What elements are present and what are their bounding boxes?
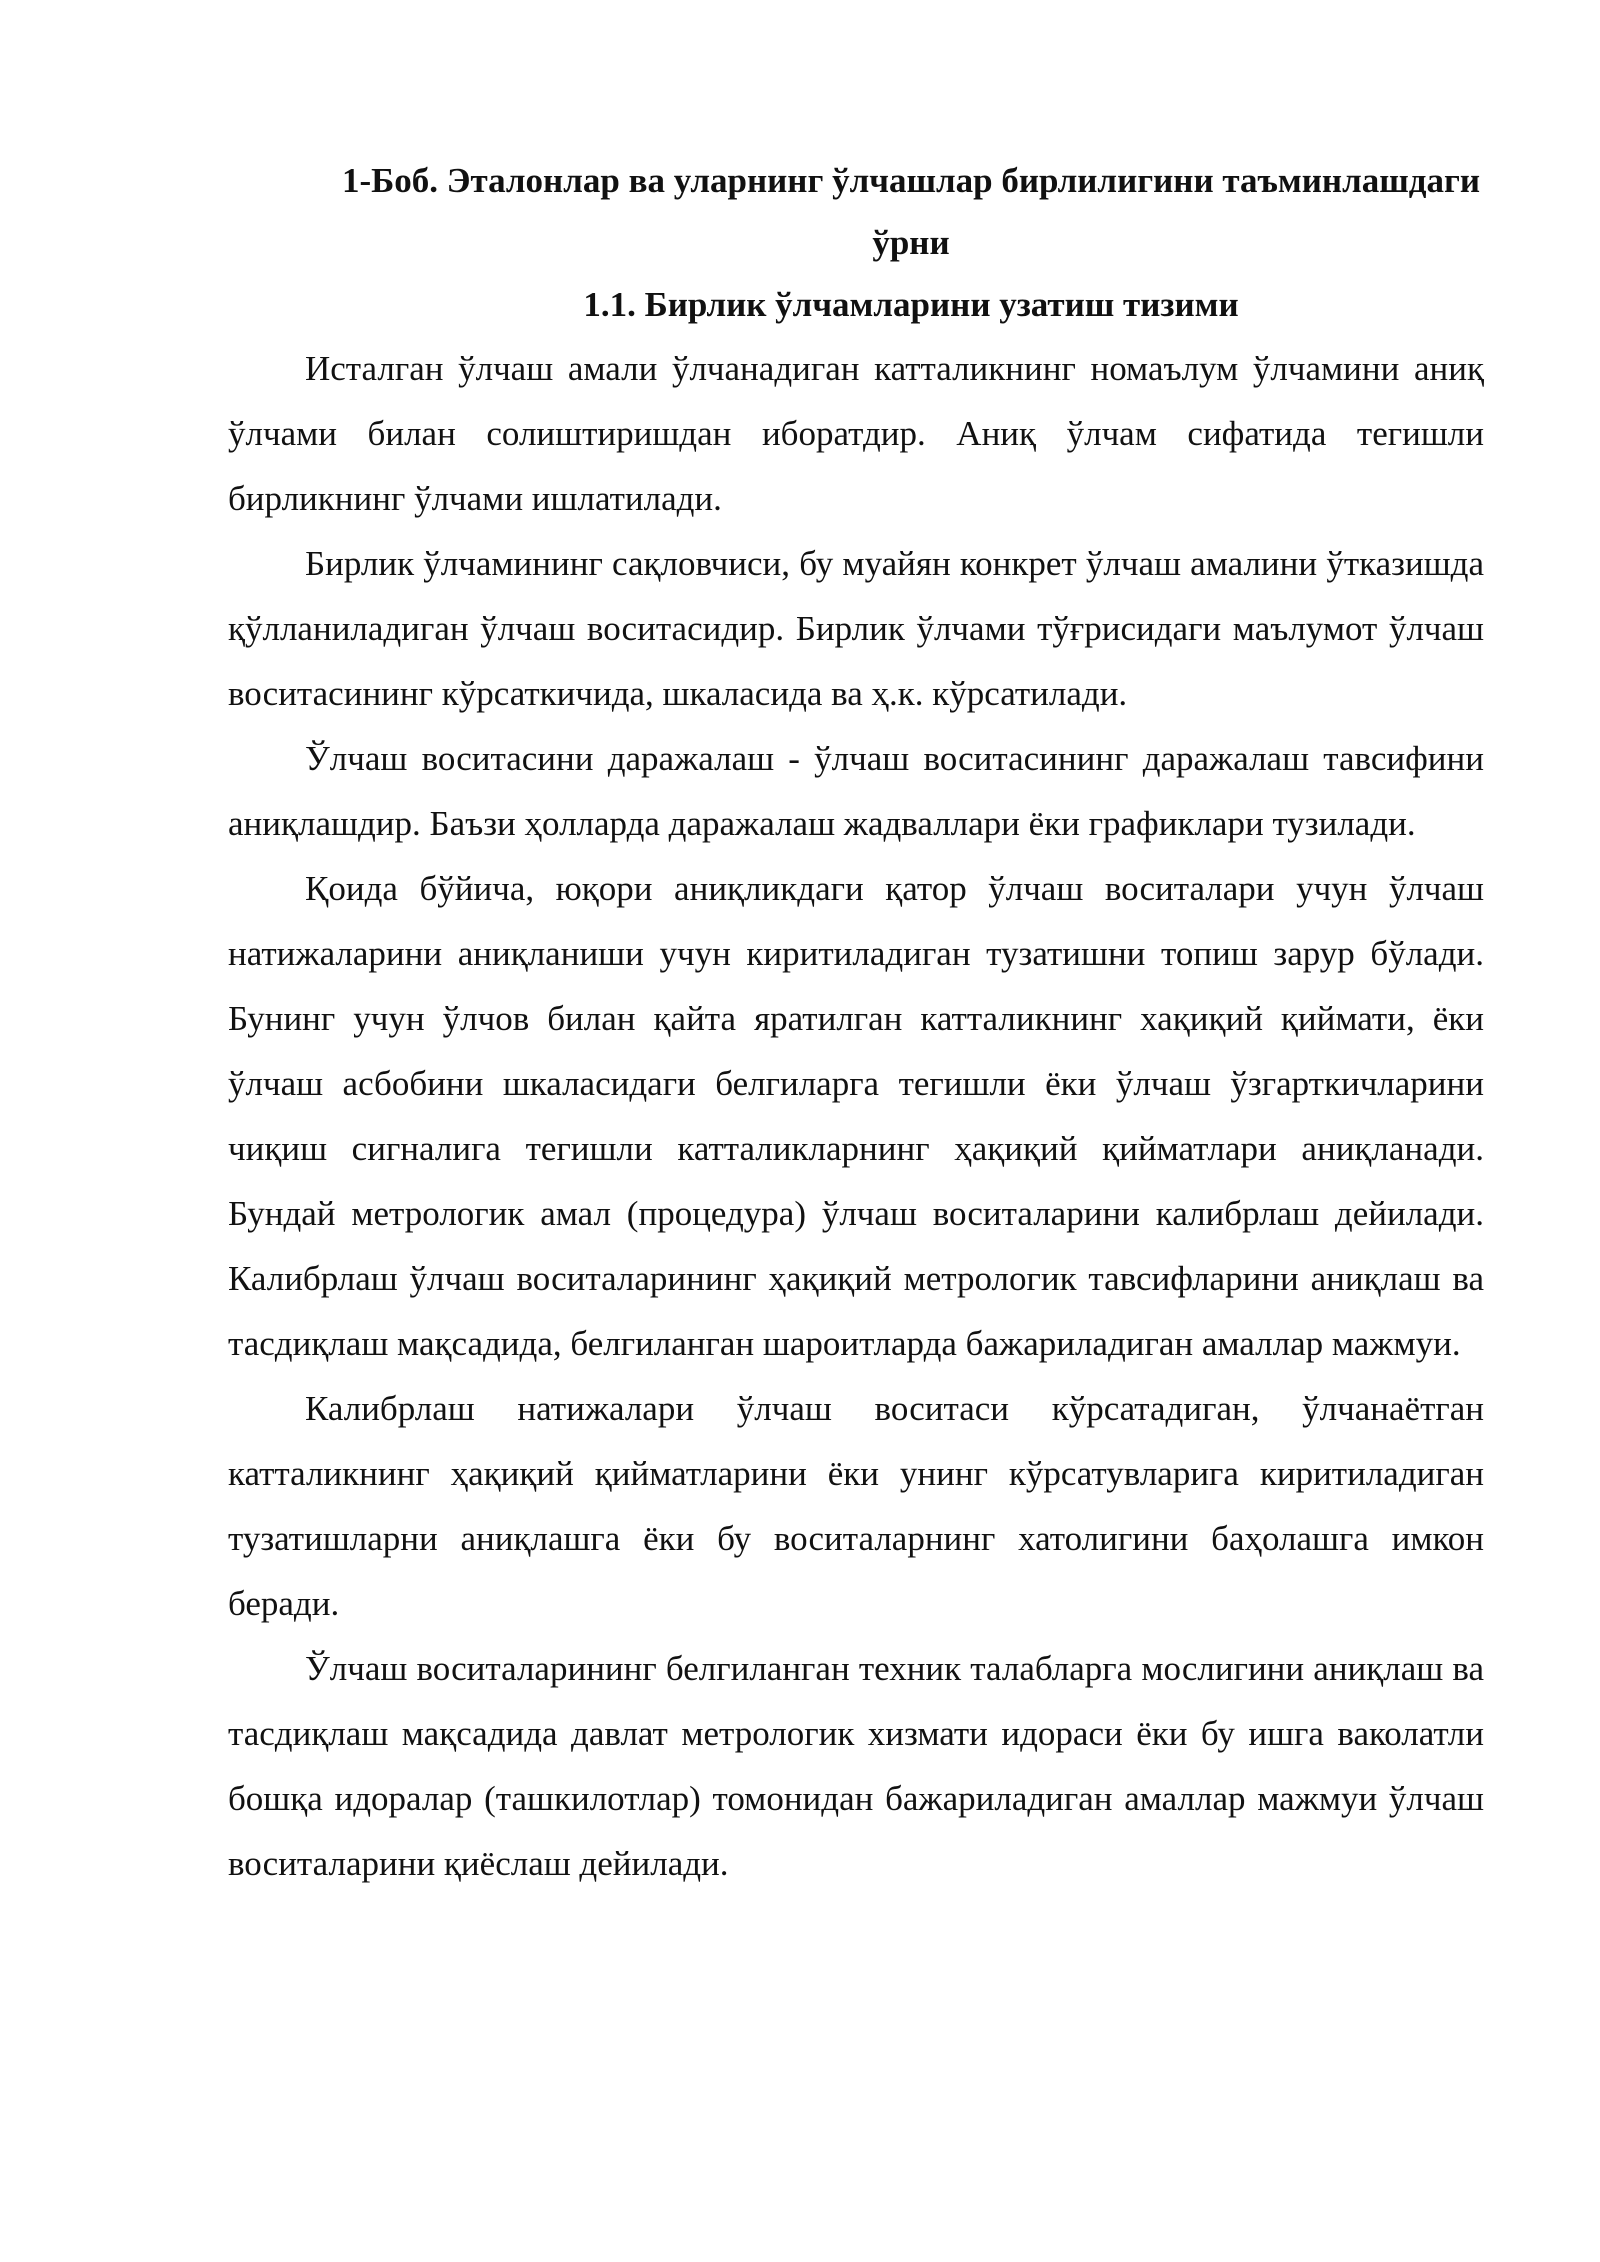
body-paragraph: Калибрлаш натижалари ўлчаш воситаси кўрсатадиган, ўлчанаётган катталикнинг ҳақиқий қийматларини ёки унинг кўрсатувларига киритиладиган тузатишларни аниқлашга ёки бу воситаларнинг хатолигини баҳолашга имкон беради. bbox=[228, 1389, 1484, 1623]
chapter-title: 1-Боб. Эталонлар ва уларнинг ўлчашлар бирлилигини таъминлашдаги ўрни bbox=[341, 161, 1481, 262]
body-paragraph: Бирлик ўлчамининг сақловчиси, бу муайян конкрет ўлчаш амалини ўтказишда қўлланиладиган ўлчаш воситасидир. Бирлик ўлчами тўғрисидаги маълумот ўлчаш воситасининг кўрсаткичида, шкаласида ва ҳ.к. кўрсатилади. bbox=[228, 544, 1484, 713]
section-title: 1.1. Бирлик ўлчамларини узатиш тизими bbox=[583, 285, 1239, 324]
body-paragraph: Исталган ўлчаш амали ўлчанадиган катталикнинг номаълум ўлчамини аниқ ўлчами билан солиштиришдан иборатдир. Аниқ ўлчам сифатида тегишли бирликнинг ўлчами ишлатилади. bbox=[228, 349, 1484, 518]
page-content bbox=[228, 150, 1484, 1896]
body-paragraph: Қоида бўйича, юқори аниқликдаги қатор ўлчаш воситалари учун ўлчаш натижаларини аниқланиши учун киритиладиган тузатишни топиш зарур бўлади. Бунинг учун ўлчов билан қайта яратилган катталикнинг хақиқий қиймати, ёки ўлчаш асбобини шкаласидаги белгиларга тегишли ёки ўлчаш ўзгарткичларини чиқиш сигналига тегишли катталикларнинг ҳақиқий қийматлари аниқланади. Бундай метрологик амал (процедура) ўлчаш воситаларини калибрлаш дейилади. Калибрлаш ўлчаш воситаларининг ҳақиқий метрологик тавсифларини аниқлаш ва тасдиқлаш мақсадида, белгиланган шароитларда бажариладиган амаллар мажмуи. bbox=[228, 869, 1484, 1363]
body-paragraph: Ўлчаш воситаларининг белгиланган техник талабларга мослигини аниқлаш ва тасдиқлаш мақсадида давлат метрологик хизмати идораси ёки бу ишга ваколатли бошқа идоралар (ташкилотлар) томонидан бажариладиган амаллар мажмуи ўлчаш воситаларини қиёслаш дейилади. bbox=[228, 1649, 1484, 1883]
body-paragraph: Ўлчаш воситасини даражалаш - ўлчаш воситасининг даражалаш тавсифини аниқлашдир. Баъзи ҳолларда даражалаш жадваллари ёки графиклари тузилади. bbox=[228, 739, 1484, 843]
